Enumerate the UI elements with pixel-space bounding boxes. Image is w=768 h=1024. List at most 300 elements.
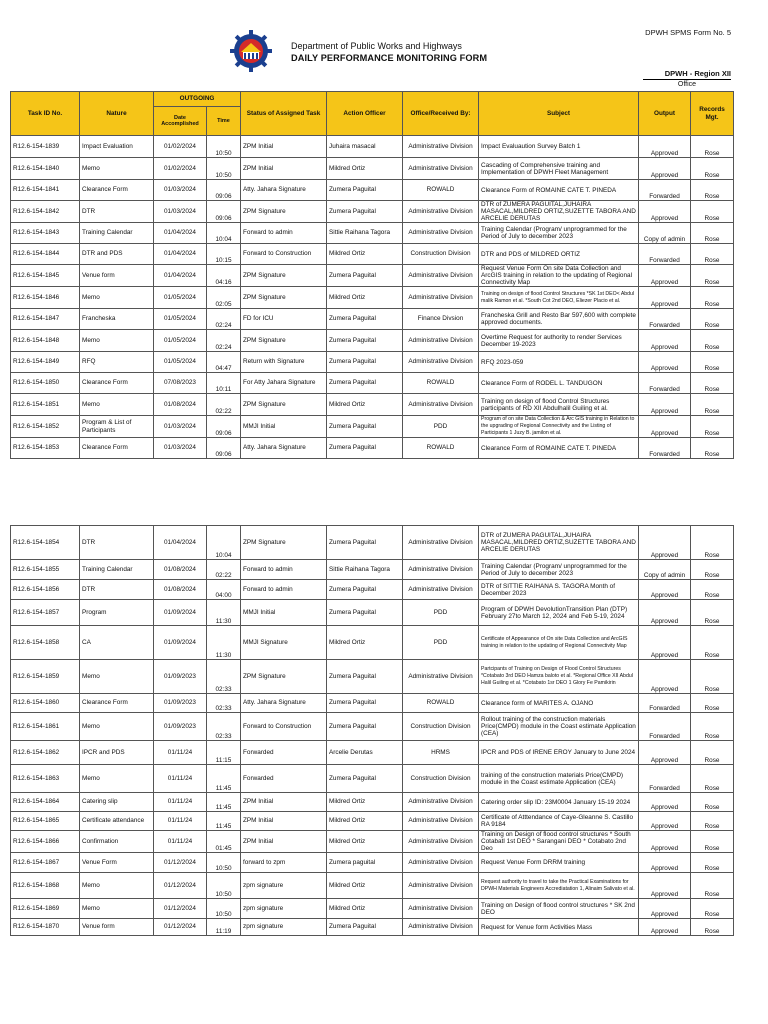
office-underline (643, 79, 731, 80)
cell-date: 01/12/2024 (154, 853, 207, 873)
cell-office: Administrative Division (403, 812, 479, 831)
cell-office: PDD (403, 416, 479, 438)
cell-action-officer: Mildred Ortiz (327, 244, 403, 265)
cell-office: HRMS (403, 741, 479, 765)
cell-output: Approved (639, 812, 691, 831)
cell-date: 01/04/2024 (154, 223, 207, 244)
cell-records: Rose (691, 526, 734, 560)
cell-time: 10:50 (207, 899, 241, 919)
cell-nature: Training Calendar (80, 560, 154, 580)
table-row (11, 416, 734, 438)
cell-date: 01/12/2024 (154, 873, 207, 899)
cell-subject: Program of DPWH DevolutionTransition Plan (DTP) February 27to March 12, 2024 and Feb 5-19, 2024 (479, 600, 639, 626)
cell-records: Rose (691, 853, 734, 873)
cell-action-officer: Zumera Paguital (327, 201, 403, 223)
cell-status: Atty. Jahara Signature (241, 694, 327, 713)
table-row (11, 765, 734, 793)
cell-subject: Request Venue Form On site Data Collection and ArcGIS training in relation to the updating of Regional Connectivity Map (479, 265, 639, 287)
cell-records: Rose (691, 136, 734, 158)
cell-records: Rose (691, 694, 734, 713)
cell-time: 01:45 (207, 831, 241, 853)
table-row (11, 287, 734, 309)
cell-subject: DTR of ZUMERA PAGUITAL,JUHAIRA MASACAL,MILDRED ORTIZ,SUZETTE TABORA AND ARCELIE DERUTAS (479, 201, 639, 223)
cell-office: Administrative Division (403, 919, 479, 936)
cell-records: Rose (691, 352, 734, 373)
cell-status: Forwarded (241, 765, 327, 793)
cell-office: Administrative Division (403, 853, 479, 873)
cell-nature: Venue form (80, 919, 154, 936)
cell-output: Approved (639, 158, 691, 180)
cell-time: 11:45 (207, 765, 241, 793)
cell-subject: Clearance form of MARITES A. OJANO (479, 694, 639, 713)
region-label: DPWH - Region XII (664, 69, 731, 78)
cell-output: Approved (639, 201, 691, 223)
cell-status: ZPM Signature (241, 660, 327, 694)
office-label: Office (677, 81, 697, 88)
cell-output: Copy of admin (639, 560, 691, 580)
cell-status: Forward to admin (241, 560, 327, 580)
cell-nature: Clearance Form (80, 694, 154, 713)
cell-status: zpm signature (241, 899, 327, 919)
cell-time: 11:15 (207, 741, 241, 765)
cell-subject: Training on Design of flood control structures * SK 2nd DEO (479, 899, 639, 919)
cell-task-id: R12.6-154-1841 (11, 180, 80, 201)
cell-subject: IPCR and PDS of IRENE EROY January to June 2024 (479, 741, 639, 765)
cell-office: Finance Divsion (403, 309, 479, 330)
cell-office: Administrative Division (403, 223, 479, 244)
cell-status: ZPM Signature (241, 265, 327, 287)
table-row (11, 741, 734, 765)
cell-status: forward to zpm (241, 853, 327, 873)
cell-office: ROWALD (403, 438, 479, 459)
cell-records: Rose (691, 416, 734, 438)
cell-status: ZPM Initial (241, 158, 327, 180)
cell-task-id: R12.6-154-1869 (11, 899, 80, 919)
form-number: DPWH SPMS Form No. 5 (645, 28, 731, 37)
cell-action-officer: Zumera Paguital (327, 919, 403, 936)
cell-output: Approved (639, 136, 691, 158)
cell-subject: Catering order slip ID: 23M0004 January 15-19 2024 (479, 793, 639, 812)
monitoring-table-top (10, 91, 734, 459)
cell-date: 01/03/2024 (154, 416, 207, 438)
cell-time: 10:15 (207, 244, 241, 265)
col-office: Office/Received By: (403, 92, 479, 136)
cell-nature: Catering slip (80, 793, 154, 812)
cell-time: 02:22 (207, 394, 241, 416)
cell-nature: Memo (80, 713, 154, 741)
cell-task-id: R12.6-154-1839 (11, 136, 80, 158)
cell-records: Rose (691, 831, 734, 853)
cell-nature: Memo (80, 660, 154, 694)
cell-task-id: R12.6-154-1848 (11, 330, 80, 352)
cell-output: Approved (639, 919, 691, 936)
cell-nature: Clearance Form (80, 180, 154, 201)
table-row (11, 201, 734, 223)
cell-records: Rose (691, 244, 734, 265)
cell-office: Administrative Division (403, 899, 479, 919)
cell-status: Forward to admin (241, 223, 327, 244)
cell-status: Atty. Jahara Signature (241, 438, 327, 459)
cell-status: ZPM Initial (241, 812, 327, 831)
dpwh-gear-seal-icon (229, 29, 273, 73)
cell-subject: Training on Design of flood control structures * South Cotabatl 1st DEO * Sarangani DEO * Cotabato 2nd Deo (479, 831, 639, 853)
cell-action-officer: Zumera Paguital (327, 352, 403, 373)
cell-status: ZPM Signature (241, 394, 327, 416)
cell-records: Rose (691, 600, 734, 626)
cell-time: 04:00 (207, 580, 241, 600)
cell-status: zpm signature (241, 873, 327, 899)
cell-time: 02:24 (207, 309, 241, 330)
cell-records: Rose (691, 580, 734, 600)
cell-action-officer: Zumera Paguital (327, 438, 403, 459)
cell-task-id: R12.6-154-1843 (11, 223, 80, 244)
cell-office: Administrative Division (403, 831, 479, 853)
table-row (11, 158, 734, 180)
col-time: Time (207, 107, 241, 136)
cell-action-officer: Mildred Ortiz (327, 158, 403, 180)
cell-records: Rose (691, 793, 734, 812)
cell-action-officer: Zumera Paguital (327, 765, 403, 793)
cell-date: 01/11/24 (154, 741, 207, 765)
cell-date: 01/12/2024 (154, 919, 207, 936)
cell-nature: DTR (80, 580, 154, 600)
cell-task-id: R12.6-154-1854 (11, 526, 80, 560)
cell-records: Rose (691, 158, 734, 180)
cell-records: Rose (691, 180, 734, 201)
table-body-bottom (11, 526, 734, 936)
cell-output: Forwarded (639, 713, 691, 741)
cell-status: For Atty Jahara Signature (241, 373, 327, 394)
cell-subject: Rollout training of the construction materials Price(CMPD) module in the Coast estimate Application (CEA) (479, 713, 639, 741)
cell-records: Rose (691, 626, 734, 660)
cell-action-officer: Zumera Paguital (327, 694, 403, 713)
table-row (11, 309, 734, 330)
cell-time: 10:04 (207, 526, 241, 560)
cell-time: 10:11 (207, 373, 241, 394)
cell-time: 11:30 (207, 626, 241, 660)
table-row (11, 853, 734, 873)
cell-date: 01/09/2024 (154, 626, 207, 660)
cell-task-id: R12.6-154-1866 (11, 831, 80, 853)
cell-output: Forwarded (639, 765, 691, 793)
cell-status: ZPM Initial (241, 793, 327, 812)
cell-records: Rose (691, 309, 734, 330)
cell-task-id: R12.6-154-1857 (11, 600, 80, 626)
cell-time: 11:45 (207, 793, 241, 812)
col-records: Records Mgt. (691, 92, 734, 136)
cell-action-officer: Mildred Ortiz (327, 626, 403, 660)
cell-nature: Confirmation (80, 831, 154, 853)
cell-subject: Clearance Form of ROMAINE CATE T. PINEDA (479, 180, 639, 201)
cell-task-id: R12.6-154-1860 (11, 694, 80, 713)
cell-records: Rose (691, 713, 734, 741)
cell-records: Rose (691, 560, 734, 580)
col-subject: Subject (479, 92, 639, 136)
cell-output: Forwarded (639, 180, 691, 201)
cell-action-officer: Zumera Paguital (327, 600, 403, 626)
cell-records: Rose (691, 287, 734, 309)
cell-records: Rose (691, 201, 734, 223)
cell-date: 01/04/2024 (154, 526, 207, 560)
cell-office: Administrative Division (403, 330, 479, 352)
cell-action-officer: Zumera Paguital (327, 526, 403, 560)
cell-action-officer: Zumera Paguital (327, 309, 403, 330)
cell-output: Approved (639, 526, 691, 560)
cell-task-id: R12.6-154-1852 (11, 416, 80, 438)
cell-subject: Request Venue Form DRRM training (479, 853, 639, 873)
cell-output: Approved (639, 394, 691, 416)
col-output: Output (639, 92, 691, 136)
cell-date: 01/05/2024 (154, 352, 207, 373)
cell-nature: Francheska (80, 309, 154, 330)
cell-output: Approved (639, 660, 691, 694)
cell-task-id: R12.6-154-1844 (11, 244, 80, 265)
cell-records: Rose (691, 438, 734, 459)
cell-nature: Training Calendar (80, 223, 154, 244)
table-row (11, 560, 734, 580)
table-row (11, 223, 734, 244)
table-row (11, 660, 734, 694)
cell-action-officer: Mildred Ortiz (327, 394, 403, 416)
cell-time: 10:50 (207, 136, 241, 158)
cell-status: Forwarded (241, 741, 327, 765)
cell-nature: DTR (80, 201, 154, 223)
table-row (11, 526, 734, 560)
col-date-accomplished: Date Accomplished (154, 107, 207, 136)
table-row (11, 899, 734, 919)
cell-office: Administrative Division (403, 394, 479, 416)
cell-status: FD for ICU (241, 309, 327, 330)
cell-status: Forward to Construction (241, 244, 327, 265)
cell-task-id: R12.6-154-1870 (11, 919, 80, 936)
cell-subject: Training on design of flood Control Structures *SK 1st DEO< Abdul malik Ramon et al. *South Cot 2nd DEO, Eliezer Placio et al. (479, 287, 639, 309)
cell-subject: Program of on site Data Collection & Arc GIS training in Relation to the upgrading of Regional Connectivity and the Listing of Participants 1 Juzy B. jamilon et al. (479, 416, 639, 438)
cell-time: 02:24 (207, 330, 241, 352)
cell-date: 01/05/2024 (154, 309, 207, 330)
cell-status: MMJI Initial (241, 416, 327, 438)
cell-time: 02:05 (207, 287, 241, 309)
cell-action-officer: Juhaira masacal (327, 136, 403, 158)
cell-task-id: R12.6-154-1846 (11, 287, 80, 309)
cell-task-id: R12.6-154-1861 (11, 713, 80, 741)
cell-output: Forwarded (639, 694, 691, 713)
cell-status: Forward to admin (241, 580, 327, 600)
cell-action-officer: Zumera Paguital (327, 580, 403, 600)
cell-task-id: R12.6-154-1868 (11, 873, 80, 899)
cell-office: ROWALD (403, 180, 479, 201)
cell-office: Administrative Division (403, 158, 479, 180)
cell-subject: DTR of SITTIE RAIHANA S. TAGORA Month of December 2023 (479, 580, 639, 600)
table-row (11, 873, 734, 899)
cell-task-id: R12.6-154-1867 (11, 853, 80, 873)
cell-subject: Request for Venue form Activities Mass (479, 919, 639, 936)
cell-date: 01/11/24 (154, 812, 207, 831)
cell-action-officer: Zumera Paguital (327, 416, 403, 438)
cell-date: 01/03/2024 (154, 201, 207, 223)
cell-office: Administrative Division (403, 526, 479, 560)
cell-nature: DTR and PDS (80, 244, 154, 265)
cell-action-officer: Zumera paguital (327, 853, 403, 873)
cell-action-officer: Mildred Ortiz (327, 287, 403, 309)
cell-office: Administrative Division (403, 136, 479, 158)
cell-nature: Program & List of Participants (80, 416, 154, 438)
cell-date: 01/08/2024 (154, 394, 207, 416)
cell-nature: Memo (80, 899, 154, 919)
cell-date: 01/11/24 (154, 793, 207, 812)
cell-subject: Partcipants of Training on Design of Flood Control Structures *Cotabato 3rd DEO Hamza baloto et al. *Regional Office XII Abdul Halil Guiling et al. *Cotabato 1sr DEO 1 Glory Fe Pamikirin (479, 660, 639, 694)
cell-status: MMJI Initial (241, 600, 327, 626)
cell-office: ROWALD (403, 694, 479, 713)
cell-output: Approved (639, 352, 691, 373)
cell-nature: Memo (80, 873, 154, 899)
table-row (11, 180, 734, 201)
cell-time: 02:33 (207, 694, 241, 713)
cell-records: Rose (691, 812, 734, 831)
cell-task-id: R12.6-154-1859 (11, 660, 80, 694)
cell-action-officer: Arcelie Derutas (327, 741, 403, 765)
cell-action-officer: Zumera Paguital (327, 373, 403, 394)
cell-time: 09:06 (207, 180, 241, 201)
cell-time: 09:06 (207, 201, 241, 223)
cell-status: ZPM Initial (241, 136, 327, 158)
cell-action-officer: Mildred Ortiz (327, 873, 403, 899)
cell-action-officer: Sittie Raihana Tagora (327, 223, 403, 244)
cell-task-id: R12.6-154-1853 (11, 438, 80, 459)
cell-output: Approved (639, 741, 691, 765)
cell-output: Approved (639, 853, 691, 873)
cell-subject: Cascading of Comprehensive training and Implementation of DPWH Fleet Management (479, 158, 639, 180)
cell-status: Atty. Jahara Signature (241, 180, 327, 201)
cell-action-officer: Zumera Paguital (327, 265, 403, 287)
cell-date: 07/08/2023 (154, 373, 207, 394)
cell-status: Forward to Construction (241, 713, 327, 741)
cell-output: Forwarded (639, 309, 691, 330)
col-action-officer: Action Officer (327, 92, 403, 136)
cell-time: 10:50 (207, 853, 241, 873)
cell-records: Rose (691, 660, 734, 694)
cell-office: Administrative Division (403, 660, 479, 694)
cell-nature: Memo (80, 765, 154, 793)
cell-date: 01/05/2024 (154, 287, 207, 309)
form-title: DAILY PERFORMANCE MONITORING FORM (291, 53, 488, 63)
cell-office: Administrative Division (403, 352, 479, 373)
cell-office: Administrative Division (403, 201, 479, 223)
cell-output: Forwarded (639, 438, 691, 459)
table-row (11, 919, 734, 936)
cell-date: 01/02/2024 (154, 158, 207, 180)
table-row (11, 694, 734, 713)
cell-output: Approved (639, 793, 691, 812)
cell-office: Administrative Division (403, 560, 479, 580)
cell-output: Approved (639, 287, 691, 309)
col-nature: Nature (80, 92, 154, 136)
cell-subject: DTR and PDS of MILDRED ORTIZ (479, 244, 639, 265)
table-row (11, 394, 734, 416)
table-row (11, 352, 734, 373)
cell-nature: Clearance Form (80, 373, 154, 394)
cell-time: 02:33 (207, 660, 241, 694)
cell-action-officer: Mildred Ortiz (327, 831, 403, 853)
cell-date: 01/04/2024 (154, 265, 207, 287)
cell-task-id: R12.6-154-1845 (11, 265, 80, 287)
cell-records: Rose (691, 919, 734, 936)
col-outgoing: OUTGOING (154, 92, 241, 107)
cell-subject: Impact Evaluaution Survey Batch 1 (479, 136, 639, 158)
cell-date: 01/03/2024 (154, 180, 207, 201)
cell-subject: Certificate of Atttendance of Caye-Gleanne S. Castillo RA 9184 (479, 812, 639, 831)
cell-date: 01/08/2024 (154, 560, 207, 580)
cell-status: ZPM Signature (241, 526, 327, 560)
cell-subject: Clearance Form of ROMAINE CATE T. PINEDA (479, 438, 639, 459)
cell-task-id: R12.6-154-1840 (11, 158, 80, 180)
cell-time: 11:30 (207, 600, 241, 626)
cell-subject: Certificate of Appearance of On site Data Collection and ArcGIS training in relation to the updating of Regional Connectivity Map (479, 626, 639, 660)
cell-office: ROWALD (403, 373, 479, 394)
table-row (11, 812, 734, 831)
table-row (11, 831, 734, 853)
table-row (11, 244, 734, 265)
cell-time: 10:04 (207, 223, 241, 244)
cell-action-officer: Mildred Ortiz (327, 899, 403, 919)
cell-subject: training of the construction materials Price(CMPD) module in the Coast estimate Application (CEA) (479, 765, 639, 793)
col-task-id: Task ID No. (11, 92, 80, 136)
cell-office: Construction Division (403, 765, 479, 793)
cell-date: 01/05/2024 (154, 330, 207, 352)
table-row (11, 373, 734, 394)
cell-task-id: R12.6-154-1842 (11, 201, 80, 223)
cell-nature: Venue Form (80, 853, 154, 873)
cell-records: Rose (691, 265, 734, 287)
cell-action-officer: Sittie Raihana Tagora (327, 560, 403, 580)
cell-subject: RFQ 2023-059 (479, 352, 639, 373)
cell-office: Administrative Division (403, 873, 479, 899)
cell-status: zpm signature (241, 919, 327, 936)
table-row (11, 793, 734, 812)
cell-subject: Overtime Request for authority to render Services December 19-2023 (479, 330, 639, 352)
cell-status: ZPM Initial (241, 831, 327, 853)
cell-output: Approved (639, 626, 691, 660)
cell-date: 01/12/2024 (154, 899, 207, 919)
cell-nature: Memo (80, 394, 154, 416)
cell-records: Rose (691, 394, 734, 416)
cell-output: Approved (639, 265, 691, 287)
cell-date: 01/11/24 (154, 765, 207, 793)
cell-output: Copy of admin (639, 223, 691, 244)
cell-subject: Training on design of flood Control Structures participants of RD XII Abdulhalil Guiling et al. (479, 394, 639, 416)
cell-office: PDD (403, 600, 479, 626)
table-row (11, 713, 734, 741)
cell-action-officer: Zumera Paguital (327, 713, 403, 741)
cell-output: Approved (639, 330, 691, 352)
cell-time: 10:50 (207, 158, 241, 180)
cell-time: 09:06 (207, 416, 241, 438)
cell-time: 11:45 (207, 812, 241, 831)
cell-status: ZPM Signature (241, 201, 327, 223)
cell-office: Administrative Division (403, 265, 479, 287)
cell-office: Administrative Division (403, 580, 479, 600)
cell-records: Rose (691, 899, 734, 919)
cell-time: 04:47 (207, 352, 241, 373)
table-row (11, 136, 734, 158)
cell-nature: DTR (80, 526, 154, 560)
cell-task-id: R12.6-154-1858 (11, 626, 80, 660)
table-body-top (11, 136, 734, 459)
cell-date: 01/11/24 (154, 831, 207, 853)
cell-action-officer: Mildred Ortiz (327, 793, 403, 812)
cell-task-id: R12.6-154-1863 (11, 765, 80, 793)
cell-nature: Memo (80, 158, 154, 180)
cell-nature: Impact Evaluation (80, 136, 154, 158)
